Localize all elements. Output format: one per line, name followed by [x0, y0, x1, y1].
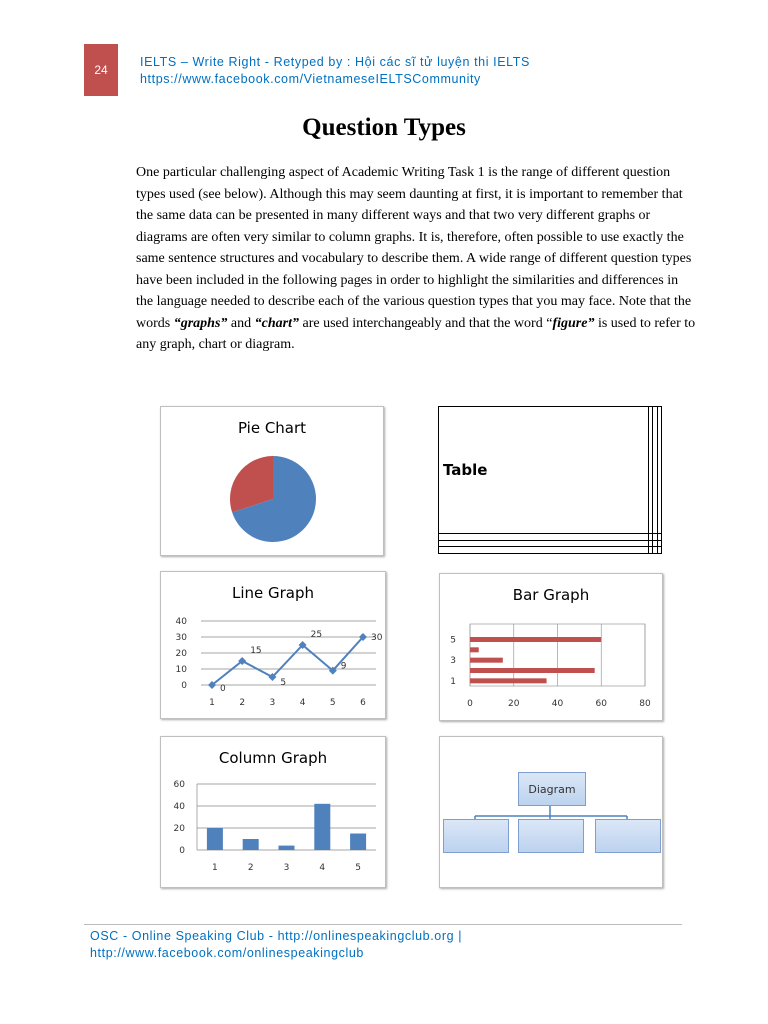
diagram-root-box: [518, 772, 586, 806]
pie-chart-panel: [160, 406, 384, 556]
para-text-1: One particular challenging aspect of Academic Writing Task 1 is the range of different question types used (see below). Although this may seem daunting at first, it is important to remember that the same data can be presented in many different ways and that two very different graphs or diagrams are often very similar to column graphs. It is, therefore, often possible to use exactly the same sentence structures and vocabulary to describe them. A wide range of different question types have been included in the following pages in order to highlight the similarities and differences in the language needed to describe each of the various question types that you may face. Note that the words: [136, 165, 692, 331]
page-number-badge: [84, 44, 118, 96]
y-tick-label: 5: [450, 635, 456, 646]
x-tick-label: 0: [467, 699, 473, 709]
x-tick-label: 3: [269, 698, 276, 708]
x-tick-label: 4: [319, 863, 326, 873]
column-bar: [207, 828, 223, 850]
footer-divider: [84, 924, 682, 925]
table-cell: [439, 533, 649, 540]
data-label: 30: [371, 633, 383, 643]
table-title: Table: [439, 407, 649, 534]
x-tick-label: 4: [299, 698, 306, 708]
x-tick-label: 2: [239, 698, 246, 708]
x-tick-label: 20: [508, 699, 520, 709]
table-cell: [657, 533, 661, 540]
line-graph-panel: [160, 571, 386, 719]
diagram-child-box: [595, 819, 661, 853]
x-tick-label: 1: [209, 698, 215, 708]
x-tick-label: 5: [329, 698, 336, 708]
page-title: Question Types: [302, 114, 466, 141]
column-graph-title: Column Graph: [218, 749, 328, 767]
data-label: 5: [280, 678, 287, 688]
footer-line1[interactable]: OSC - Online Speaking Club - http://onlinespeakingclub.org |: [90, 929, 463, 943]
page-number: 24: [94, 63, 108, 77]
column-bar: [243, 839, 259, 850]
term-figure: figure”: [552, 315, 595, 331]
x-tick-label: 1: [212, 863, 218, 873]
table-cell: [657, 547, 661, 554]
diagram-panel: [439, 736, 663, 888]
x-tick-label: 80: [639, 699, 651, 709]
y-tick-label: 1: [450, 676, 456, 687]
bar-graph-title: Bar Graph: [512, 586, 590, 604]
column-bar: [314, 804, 330, 850]
bar: [470, 647, 479, 652]
x-tick-label: 2: [247, 863, 254, 873]
table-cell: [439, 540, 649, 547]
footer: [90, 928, 462, 962]
bar: [470, 637, 601, 642]
diagram-connectors: [440, 737, 662, 887]
x-tick-label: 60: [595, 699, 607, 709]
para-text-and: and: [227, 315, 255, 331]
para-text-2: are used interchangeably and that the word “: [298, 315, 553, 331]
column-graph-panel: [160, 736, 386, 888]
y-tick-label: 40: [175, 617, 187, 627]
pie-chart-svg: [161, 407, 383, 555]
footer-link[interactable]: http://www.facebook.com/onlinespeakingclub: [90, 946, 364, 960]
bar-graph-svg: [440, 574, 662, 720]
para-text-3: is used to refer to any graph, chart or diagram.: [136, 315, 696, 352]
table-cell: [657, 407, 661, 534]
term-graphs: “graphs”: [173, 315, 228, 331]
x-tick-label: 6: [360, 698, 366, 708]
y-tick-label: 30: [175, 633, 187, 643]
line-graph-title: Line Graph: [231, 584, 315, 602]
table-figure: [438, 406, 662, 554]
x-tick-label: 3: [283, 863, 290, 873]
pie-chart-title: Pie Chart: [237, 419, 307, 437]
line-graph-svg: [161, 572, 385, 718]
diagram-child-box: [443, 819, 509, 853]
header-line1: IELTS – Write Right - Retyped by : Hội các sĩ tử luyện thi IELTS: [140, 55, 530, 69]
data-label: 25: [310, 630, 323, 640]
bar: [470, 668, 595, 673]
x-tick-label: 5: [355, 863, 361, 873]
y-tick-label: 40: [173, 802, 185, 812]
bar: [470, 678, 547, 683]
diagram-root-label: Diagram: [528, 782, 576, 796]
y-tick-label: 0: [181, 681, 187, 691]
y-tick-label: 10: [175, 665, 187, 675]
data-label: 9: [340, 661, 347, 672]
column-bar: [279, 846, 295, 850]
diagram-child-box: [518, 819, 584, 853]
data-label: 0: [220, 684, 226, 694]
y-tick-label: 3: [450, 656, 456, 667]
bar: [470, 658, 503, 663]
intro-paragraph: [136, 162, 696, 356]
y-tick-label: 20: [175, 649, 187, 659]
y-tick-label: 20: [173, 824, 185, 834]
bar-graph-panel: [439, 573, 663, 721]
header-link[interactable]: https://www.facebook.com/VietnameseIELTSCommunity: [140, 72, 481, 86]
term-chart: “chart”: [254, 315, 299, 331]
header: [140, 54, 530, 88]
y-tick-label: 0: [179, 846, 185, 856]
table-cell: [657, 540, 661, 547]
x-tick-label: 40: [551, 699, 564, 709]
column-bar: [350, 834, 366, 851]
column-graph-svg: [161, 737, 385, 887]
data-label: 15: [250, 646, 262, 656]
y-tick-label: 60: [173, 780, 185, 790]
table-cell: [439, 547, 649, 554]
